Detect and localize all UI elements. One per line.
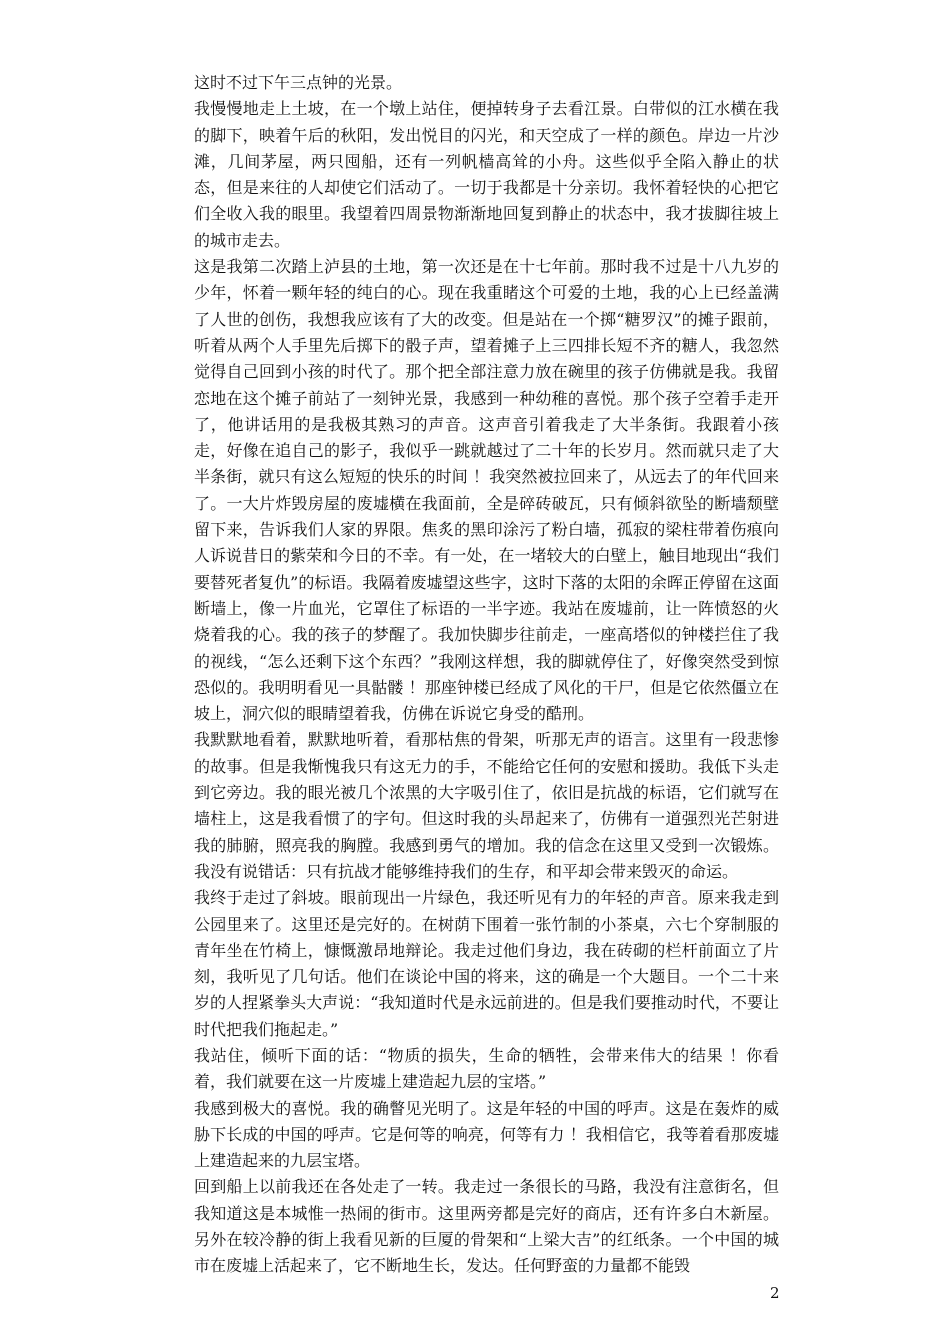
paragraph-6: 我站住，倾听下面的话：“物质的损失，生命的牺牲，会带来伟大的结果 ！你看着，我们就要在这一片废墟上建造起九层的宝塔。” xyxy=(194,1045,779,1092)
paragraph-8: 回到船上以前我还在各处走了一转。我走过一条很长的马路，我没有注意街名，但我知道这是本城惟一热闹的街市。这里两旁都是完好的商店，还有许多白木新屋。另外在较冷静的街上我看见新的巨厦的骨架和“上梁大吉”的红纸条。一个中国的城市在废墟上活起来了，它不断地生长，发达。任何野蛮的力量都不能毁 xyxy=(194,1177,779,1276)
paragraph-2: 我慢慢地走上土坡，在一个墩上站住，便掉转身子去看江景。白带似的江水横在我的脚下，映着午后的秋阳，发出悦目的闪光，和天空成了一样的颜色。岸边一片沙滩，几间茅屋，两只囤船，还有一列帆樯高耸的小舟。这些似乎全陷入静止的状态，但是来往的人却使它们活动了。一切于我都是十分亲切。我怀着轻快的心把它们全收入我的眼里。我望着四周景物渐渐地回复到静止的状态中，我才拔脚往坡上的城市走去。 xyxy=(194,99,779,250)
paragraph-7: 我感到极大的喜悦。我的确瞥见光明了。这是年轻的中国的呼声。这是在轰炸的威胁下长成的中国的呼声。它是何等的响亮，何等有力 ！我相信它，我等着看那废墟上建造起来的九层宝塔。 xyxy=(194,1098,779,1171)
paragraph-4: 我默默地看着，默默地听着，看那枯焦的骨架，听那无声的语言。这里有一段悲惨的故事。但是我惭愧我只有这无力的手，不能给它任何的安慰和援助。我低下头走到它旁边。我的眼光被几个浓黑的大字吸引住了，依旧是抗战的标语，它们就写在墙柱上，这是我看惯了的字句。但这时我的头昂起来了，仿佛有一道强烈光芒射进我的肺腑，照亮我的胸膛。我感到勇气的增加。我的信念在这里又受到一次锻炼。我没有说错话：只有抗战才能够维持我们的生存，和平却会带来毁灭的命运。 xyxy=(194,730,779,881)
page-number: 2 xyxy=(770,1284,780,1302)
paragraph-1: 这时不过下午三点钟的光景。 xyxy=(194,73,403,92)
paragraph-3: 这是我第二次踏上泸县的土地，第一次还是在十七年前。那时我不过是十八九岁的少年，怀着一颗年轻的纯白的心。现在我重睹这个可爱的土地，我的心上已经盖满了人世的创伤，我想我应该有了大的改变。但是站在一个掷“糖罗汉”的摊子跟前，听着从两个人手里先后掷下的骰子声，望着摊子上三四排长短不齐的糖人，我忽然觉得自己回到小孩的时代了。那个把全部注意力放在碗里的孩子仿佛就是我。我留恋地在这个摊子前站了一刻钟光景，我感到一种幼稚的喜悦。那个孩子空着手走开了，他讲话用的是我极其熟习的声音。这声音引着我走了大半条街。我跟着小孩走，好像在追自己的影子，我似乎一跳就越过了二十年的长岁月。然而就只走了大半条街，就只有这么短短的快乐的时间 ！我突然被拉回来了，从远去了的年代回来了。一大片炸毁房屋的废墟横在我面前，全是碎砖破瓦，只有倾斜欲坠的断墙颓壁留下来，告诉我们人家的界限。焦炙的黑印涂污了粉白墙，孤寂的梁柱带着伤痕向人诉说昔日的紫荣和今日的不幸。有一处，在一堵较大的白壁上，触目地现出“我们要替死者复仇”的标语。我隔着废墟望这些字，这时下落的太阳的余晖正停留在这面断墙上，像一片血光，它罩住了标语的一半字迹。我站在废墟前，让一阵愤怒的火烧着我的心。我的孩子的梦醒了。我加快脚步往前走，一座高塔似的钟楼拦住了我的视线，“怎么还剩下这个东西？”我刚这样想，我的脚就停住了，好像突然受到惊恐似的。我明明看见一具骷髅 ！那座钟楼已经成了风化的干尸，但是它依然僵立在坡上，洞穴似的眼睛望着我，仿佛在诉说它身受的酷刑。 xyxy=(194,257,779,724)
paragraph-5: 我终于走过了斜坡。眼前现出一片绿色，我还听见有力的年轻的声音。原来我走到公园里来了。这里还是完好的。在树荫下围着一张竹制的小茶桌，六七个穿制服的青年坐在竹椅上，慷慨激昂地辩论。我走过他们身边，我在砖砌的栏杆前面立了片刻，我听见了几句话。他们在谈论中国的将来，这的确是一个大题目。一个二十来岁的人捏紧拳头大声说：“我知道时代是永远前进的。但是我们要推动时代，不要让时代把我们拖起走。” xyxy=(194,888,779,1039)
document-body xyxy=(194,70,779,1280)
